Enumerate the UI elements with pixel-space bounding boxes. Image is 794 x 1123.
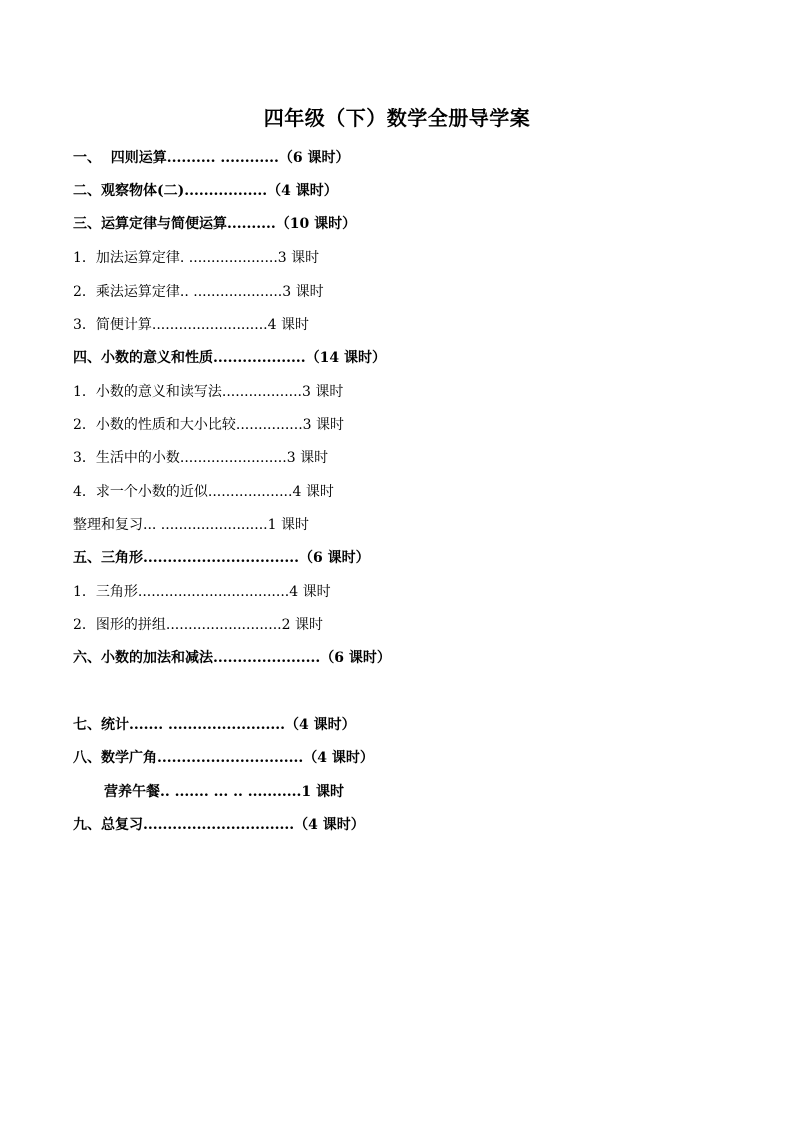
toc-chapter-8: 八、数学广角..............................（4 课时） bbox=[73, 750, 374, 766]
toc-section-5-2: 2．图形的拼组..........................2 课时 bbox=[73, 617, 323, 633]
toc-section-4-review: 整理和复习... ........................1 课时 bbox=[73, 517, 309, 533]
toc-section-4-4: 4．求一个小数的近似...................4 课时 bbox=[73, 484, 334, 500]
toc-chapter-2: 二、观察物体(二).................（4 课时） bbox=[73, 183, 338, 199]
toc-chapter-3: 三、运算定律与简便运算..........（10 课时） bbox=[73, 216, 357, 232]
toc-section-4-3: 3．生活中的小数........................3 课时 bbox=[73, 450, 329, 466]
toc-chapter-1: 一、 四则运算.......... ............（6 课时） bbox=[73, 150, 350, 166]
toc-section-4-1: 1．小数的意义和读写法..................3 课时 bbox=[73, 384, 344, 400]
toc-chapter-5: 五、三角形................................（6 课时） bbox=[73, 550, 370, 566]
document-title: 四年级（下）数学全册导学案 bbox=[263, 106, 531, 130]
toc-chapter-4: 四、小数的意义和性质...................（14 课时） bbox=[73, 350, 386, 366]
toc-section-3-2: 2．乘法运算定律.. ....................3 课时 bbox=[73, 284, 324, 300]
toc-section-8-1: 营养午餐.. ....... ... .. ...........1 课时 bbox=[104, 784, 344, 800]
toc-section-4-2: 2．小数的性质和大小比较...............3 课时 bbox=[73, 417, 345, 433]
toc-section-5-1: 1．三角形..................................4 课时 bbox=[73, 584, 331, 600]
toc-chapter-7: 七、统计....... ........................（4 课时） bbox=[73, 717, 356, 733]
toc-chapter-9: 九、总复习...............................（4 课时） bbox=[73, 817, 365, 833]
toc-section-3-3: 3．简便计算..........................4 课时 bbox=[73, 317, 309, 333]
toc-section-3-1: 1．加法运算定律. ....................3 课时 bbox=[73, 250, 320, 266]
toc-chapter-6: 六、小数的加法和减法......................（6 课时） bbox=[73, 650, 391, 666]
